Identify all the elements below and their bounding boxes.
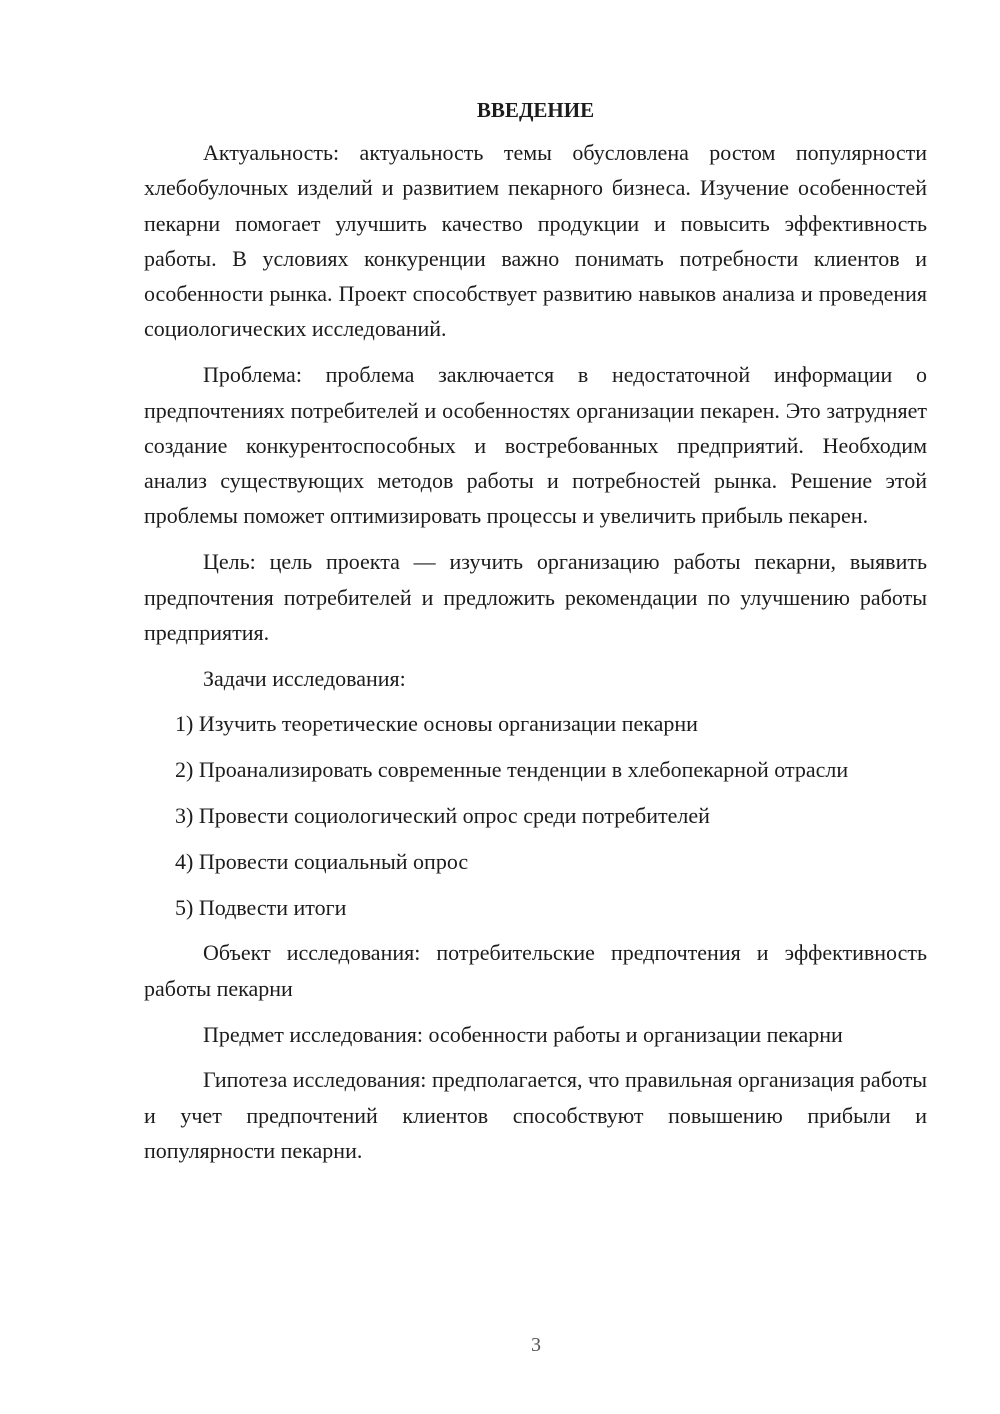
hypothesis-paragraph: Гипотеза исследования: предполагается, что правильная организация работы и учет предпочтений клиентов способствуют повышению прибыли и популярности пекарни. [144,1067,927,1163]
tasks-heading: Задачи исследования: [203,665,406,691]
task-item: 2) Проанализировать современные тенденции в хлебопекарной отрасли [175,757,849,783]
subject-paragraph: Предмет исследования: особенности работы и организации пекарни [203,1021,843,1047]
document-body [144,95,927,1179]
page-number: 3 [531,1334,541,1356]
task-item: 4) Провести социальный опрос [175,848,469,874]
task-item: 5) Подвести итоги [175,894,347,920]
problem-paragraph: Проблема: проблема заключается в недостаточной информации о предпочтениях потребителей и особенностях организации пекарен. Это затрудняет создание конкурентоспособных и востребованных предприятий. Необходим анализ существующих методов работы и потребностей рынка. Решение этой проблемы поможет оптимизировать процессы и увеличить прибыль пекарен. [144,362,927,529]
task-item: 1) Изучить теоретические основы организации пекарни [175,711,698,737]
section-title: ВВЕДЕНИЕ [476,98,595,122]
task-item: 3) Провести социологический опрос среди потребителей [175,803,710,829]
relevance-paragraph: Актуальность: актуальность темы обусловлена ростом популярности хлебобулочных изделий и развитием пекарного бизнеса. Изучение особенностей пекарни помогает улучшить качество продукции и повысить эффективность работы. В условиях конкуренции важно понимать потребности клиентов и особенности рынка. Проект способствует развитию навыков анализа и проведения социологических исследований. [144,140,927,342]
goal-paragraph: Цель: цель проекта — изучить организацию работы пекарни, выявить предпочтения потребителей и предложить рекомендации по улучшению работы предприятия. [144,549,927,645]
object-paragraph: Объект исследования: потребительские предпочтения и эффективность работы пекарни [144,940,927,1001]
